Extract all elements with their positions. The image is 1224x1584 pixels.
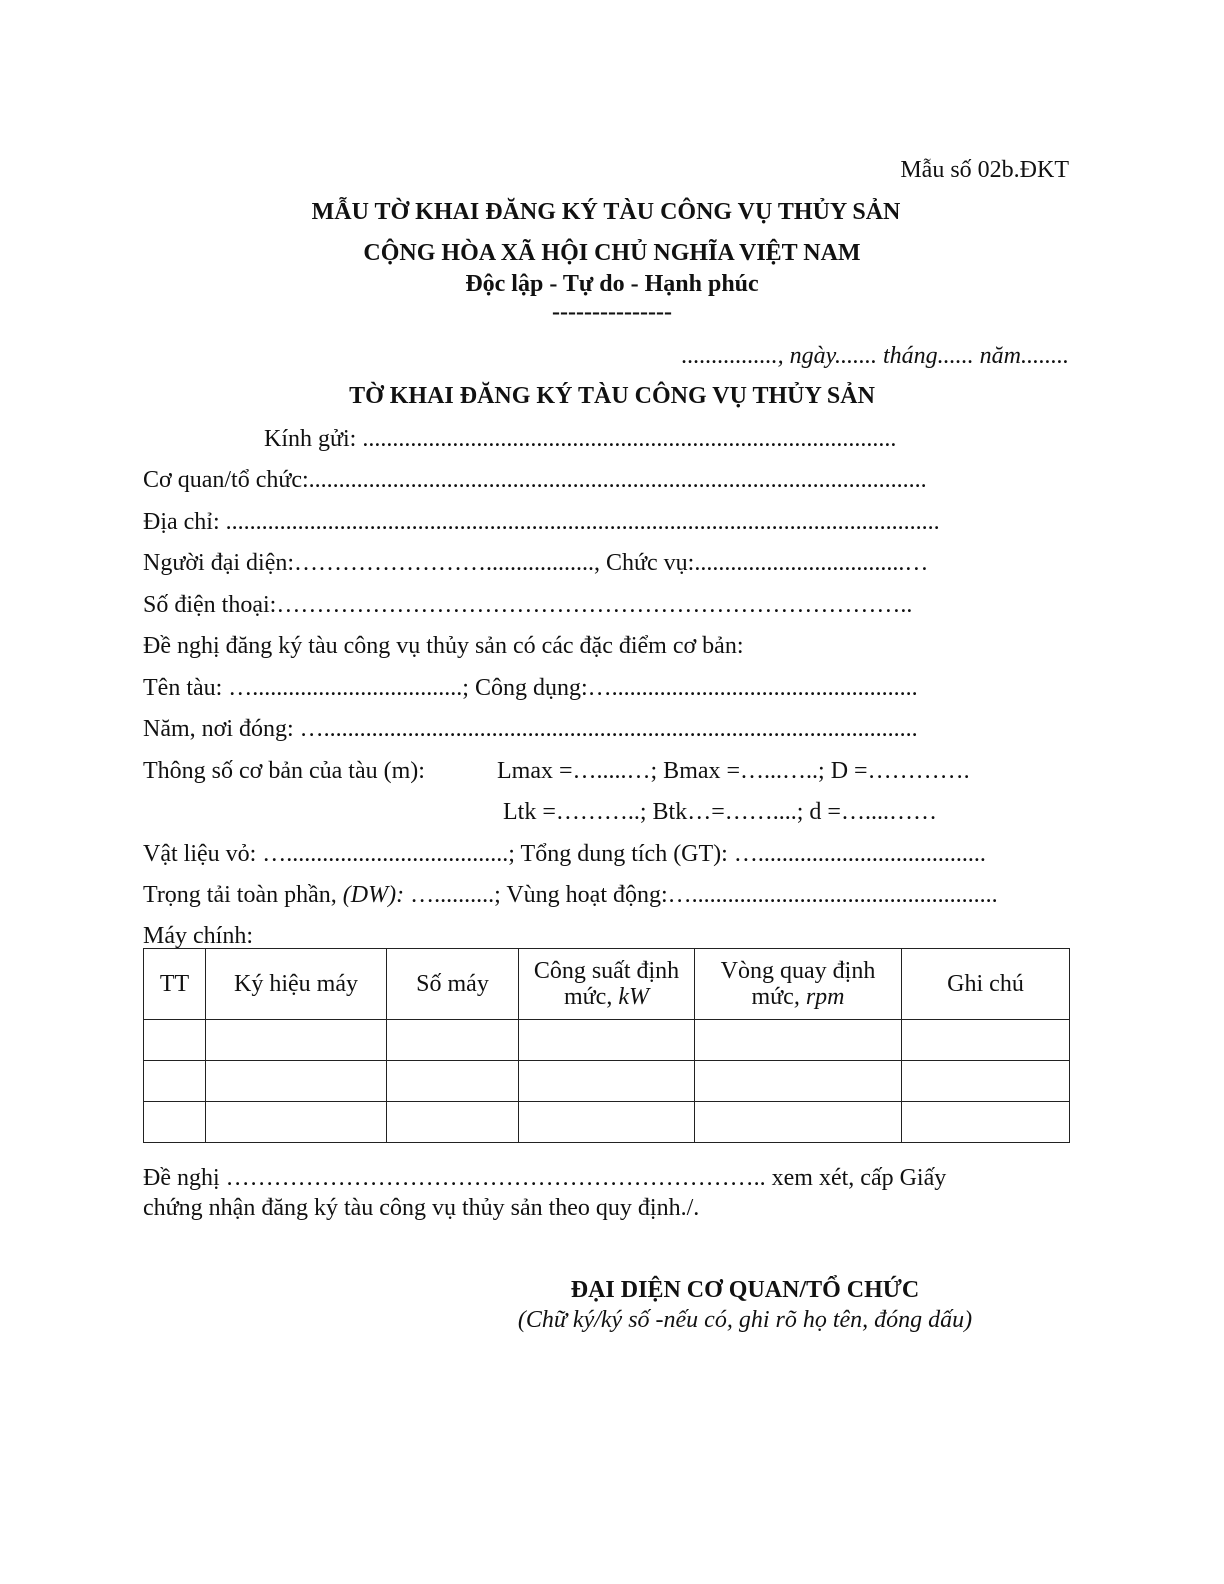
field-vat-lieu: Vật liệu vỏ: ….....................................; Tổng dung tích (GT): …...................................... [143, 841, 986, 867]
field-nam-noi-dong: Năm, nơi đóng: …................................................................................................... [143, 716, 918, 742]
field-co-quan: Cơ quan/tổ chức:....................................................................................................... [143, 467, 927, 493]
table-cell [387, 1020, 519, 1061]
trong-tai-rest: …..........; Vùng hoạt động:…................................................... [404, 882, 998, 908]
table-cell [902, 1102, 1070, 1143]
table-cell [144, 1061, 206, 1102]
field-ten-tau: Tên tàu: …...................................; Công dụng:…................................................... [143, 675, 918, 701]
field-may-chinh: Máy chính: [143, 923, 253, 949]
engine-table-header [144, 949, 1070, 1020]
table-cell [387, 1102, 519, 1143]
header-unit-rpm: , rpm [793, 984, 845, 1010]
nation-name: CỘNG HÒA XÃ HỘI CHỦ NGHĨA VIỆT NAM [363, 240, 861, 266]
header-cong-suat: Công suất định mức, kW [519, 949, 695, 1020]
table-cell [206, 1061, 387, 1102]
field-dia-chi: Địa chỉ: ....................................................................................................................... [143, 509, 940, 535]
header-ky-hieu-may: Ký hiệu máy [206, 949, 387, 1020]
table-cell [519, 1102, 695, 1143]
form-number: Mẫu số 02b.ĐKT [900, 157, 1069, 183]
field-de-nghi-dac-diem: Đề nghị đăng ký tàu công vụ thủy sản có các đặc điểm cơ bản: [143, 633, 744, 659]
table-cell [902, 1020, 1070, 1061]
table-cell [206, 1102, 387, 1143]
date-line: ................, ngày....... tháng...... năm........ [681, 343, 1069, 369]
table-cell [387, 1061, 519, 1102]
engine-table [143, 948, 1070, 1143]
field-kinh-gui: Kính gửi: ......................................................................................... [264, 426, 897, 452]
trong-tai-dw: (DW): [342, 882, 405, 908]
trong-tai-label: Trọng tải toàn phần, [143, 882, 343, 908]
table-row [144, 1020, 1070, 1061]
table-row [144, 1061, 1070, 1102]
table-cell [695, 1102, 902, 1143]
table-cell [695, 1020, 902, 1061]
table-cell [144, 1020, 206, 1061]
motto: Độc lập - Tự do - Hạnh phúc [465, 271, 759, 297]
field-trong-tai [143, 881, 998, 909]
signature-title: ĐẠI DIỆN CƠ QUAN/TỔ CHỨC [570, 1277, 920, 1303]
field-so-dien-thoai: Số điện thoại:…………………………………………………………………….. [143, 592, 913, 618]
field-thong-so-row2: Ltk =………..; Btk…=……....; d =…....…… [503, 799, 937, 825]
form-title: MẪU TỜ KHAI ĐĂNG KÝ TÀU CÔNG VỤ THỦY SẢN [311, 199, 901, 225]
table-row [144, 1102, 1070, 1143]
header-tt: TT [144, 949, 206, 1020]
table-cell [519, 1061, 695, 1102]
table-cell [519, 1020, 695, 1061]
field-thong-so-label: Thông số cơ bản của tàu (m): [143, 758, 425, 784]
table-cell [144, 1102, 206, 1143]
signature-note: (Chữ ký/ký số -nếu có, ghi rõ họ tên, đóng dấu) [517, 1307, 973, 1333]
header-unit-kw: kW [618, 984, 649, 1010]
request-line-2: chứng nhận đăng ký tàu công vụ thủy sản theo quy định./. [143, 1195, 700, 1221]
table-cell [695, 1061, 902, 1102]
header-vong-quay: Vòng quay định mức, rpm [695, 949, 902, 1020]
field-thong-so-row1: Lmax =….....…; Bmax =…...…..; D =…………. [497, 758, 970, 784]
motto-rule: --------------- [552, 299, 672, 325]
request-line-1: Đề nghị ………………………………………………………….. xem xét, cấp Giấy [143, 1165, 947, 1191]
table-cell [902, 1061, 1070, 1102]
header-so-may: Số máy [387, 949, 519, 1020]
declaration-title: TỜ KHAI ĐĂNG KÝ TÀU CÔNG VỤ THỦY SẢN [349, 383, 875, 409]
header-ghi-chu: Ghi chú [902, 949, 1070, 1020]
field-nguoi-dai-dien: Người đại diện:…………………….................., Chức vụ:...................................… [143, 550, 929, 576]
table-cell [206, 1020, 387, 1061]
